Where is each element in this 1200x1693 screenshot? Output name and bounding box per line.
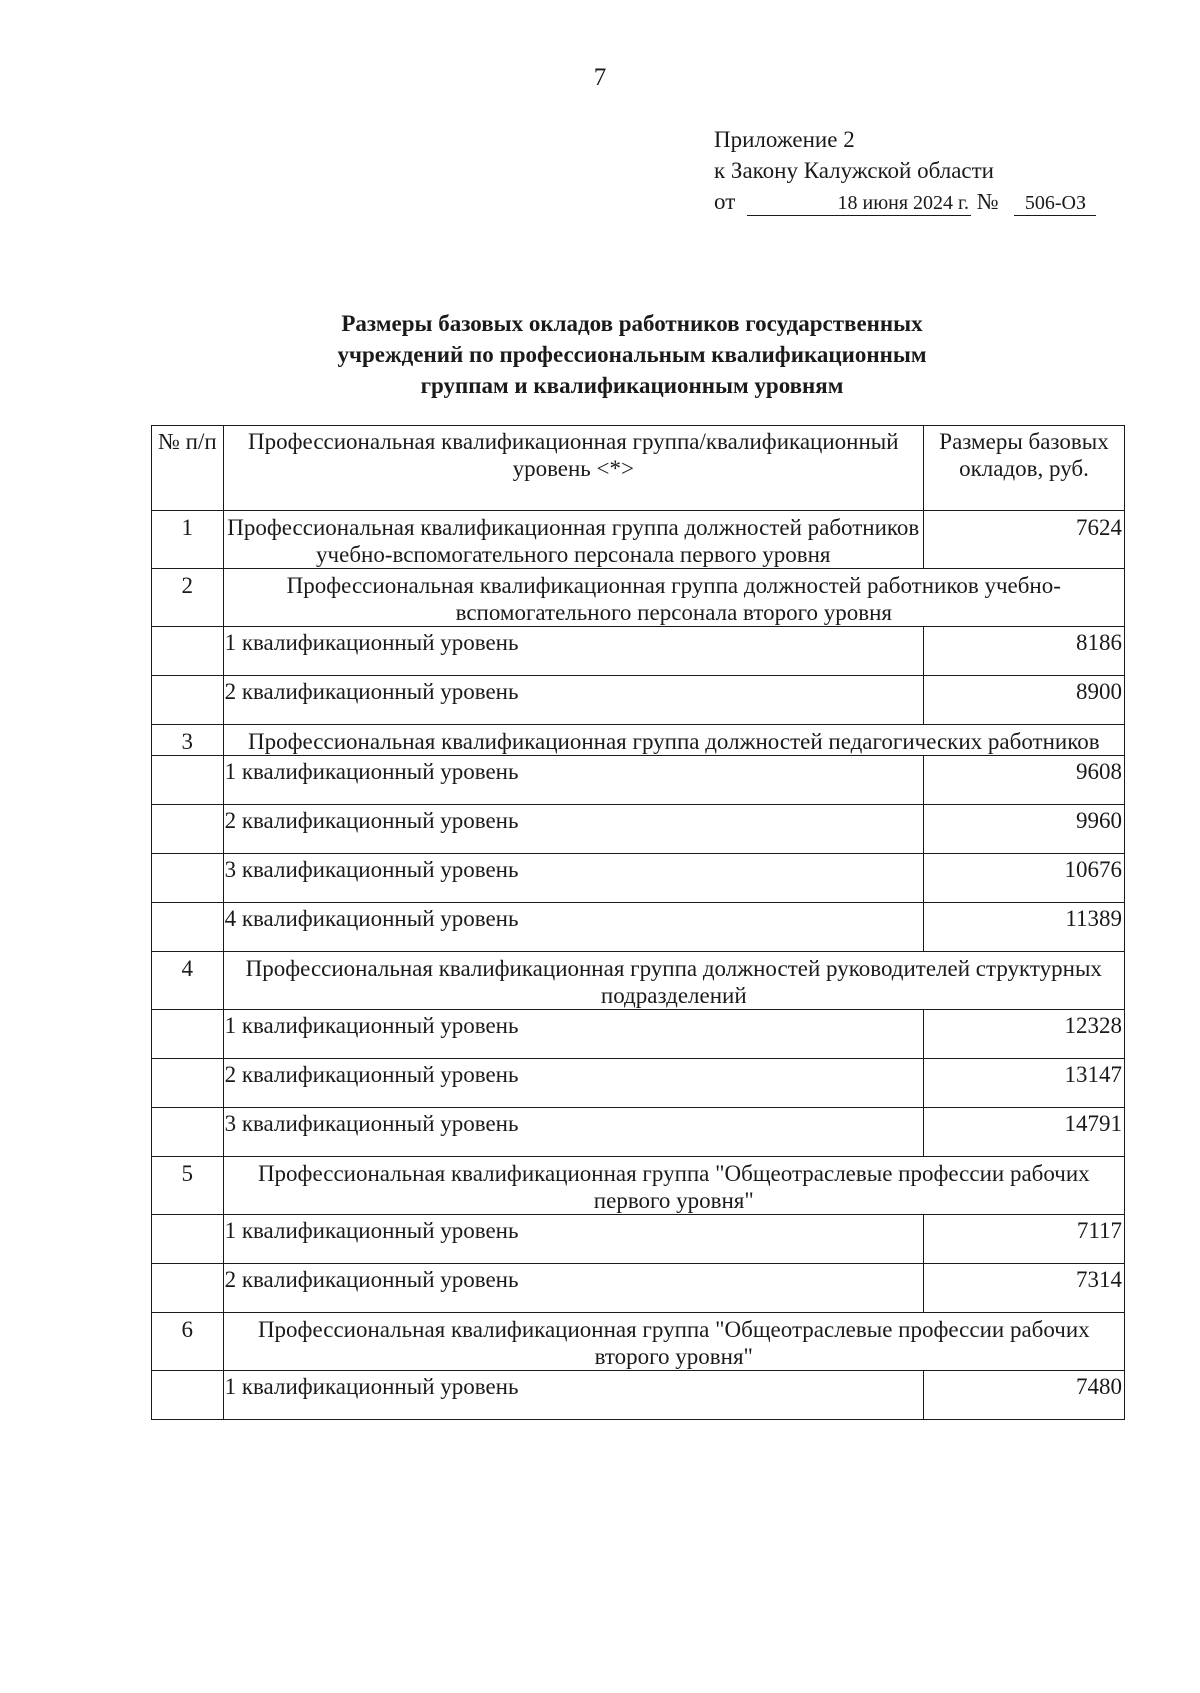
group-name: Профессиональная квалификационная группа должностей педагогических работников xyxy=(223,725,1124,756)
level-number-empty xyxy=(152,854,224,903)
level-row xyxy=(152,1371,1125,1420)
level-number-empty xyxy=(152,1264,224,1313)
document-title xyxy=(0,308,1200,401)
level-salary: 11389 xyxy=(924,903,1125,952)
level-name: 1 квалификационный уровень xyxy=(223,1371,923,1420)
table-body xyxy=(152,511,1125,1420)
level-salary: 7314 xyxy=(924,1264,1125,1313)
title-line-2: учреждений по профессиональным квалификационным xyxy=(337,342,927,367)
level-name: 1 квалификационный уровень xyxy=(223,756,923,805)
group-name: Профессиональная квалификационная группа "Общеотраслевые профессии рабочих второго уровня" xyxy=(223,1313,1124,1371)
title-line-3: группам и квалификационным уровням xyxy=(420,373,844,398)
level-salary: 9608 xyxy=(924,756,1125,805)
header-salary: Размеры базовых окладов, руб. xyxy=(924,426,1125,511)
level-name: 2 квалификационный уровень xyxy=(223,805,923,854)
level-number-empty xyxy=(152,1215,224,1264)
group-row xyxy=(152,569,1125,627)
level-number-empty xyxy=(152,756,224,805)
group-number: 2 xyxy=(152,569,224,627)
level-number-empty xyxy=(152,676,224,725)
level-name: 1 квалификационный уровень xyxy=(223,1215,923,1264)
title-line-1: Размеры базовых окладов работников государственных xyxy=(341,311,923,336)
appendix-law-reference: к Закону Калужской области xyxy=(714,158,994,183)
level-salary: 13147 xyxy=(924,1059,1125,1108)
group-number: 6 xyxy=(152,1313,224,1371)
group-number: 1 xyxy=(152,511,224,569)
level-row xyxy=(152,854,1125,903)
salary-table xyxy=(151,425,1125,1420)
level-name: 2 квалификационный уровень xyxy=(223,1059,923,1108)
level-name: 1 квалификационный уровень xyxy=(223,627,923,676)
group-name: Профессиональная квалификационная группа должностей руководителей структурных подразделений xyxy=(223,952,1124,1010)
number-label: № xyxy=(976,189,999,214)
appendix-block xyxy=(714,124,1096,217)
level-name: 2 квалификационный уровень xyxy=(223,1264,923,1313)
level-row xyxy=(152,805,1125,854)
group-number: 4 xyxy=(152,952,224,1010)
from-label: от xyxy=(714,189,736,214)
level-salary: 8186 xyxy=(924,627,1125,676)
appendix-title: Приложение 2 xyxy=(714,127,855,152)
level-name: 2 квалификационный уровень xyxy=(223,676,923,725)
level-salary: 10676 xyxy=(924,854,1125,903)
level-name: 4 квалификационный уровень xyxy=(223,903,923,952)
level-row xyxy=(152,676,1125,725)
level-number-empty xyxy=(152,903,224,952)
level-row xyxy=(152,627,1125,676)
group-name: Профессиональная квалификационная группа должностей работников учебно-вспомогательного персонала второго уровня xyxy=(223,569,1124,627)
level-number-empty xyxy=(152,1059,224,1108)
level-salary: 12328 xyxy=(924,1010,1125,1059)
level-row xyxy=(152,756,1125,805)
level-number-empty xyxy=(152,1371,224,1420)
level-salary: 7480 xyxy=(924,1371,1125,1420)
level-row xyxy=(152,1059,1125,1108)
level-salary: 7117 xyxy=(924,1215,1125,1264)
group-name: Профессиональная квалификационная группа должностей работников учебно-вспомогательного персонала первого уровня xyxy=(223,511,923,569)
level-name: 3 квалификационный уровень xyxy=(223,1108,923,1157)
level-number-empty xyxy=(152,1108,224,1157)
level-number-empty xyxy=(152,1010,224,1059)
level-row xyxy=(152,1108,1125,1157)
level-row xyxy=(152,1264,1125,1313)
group-number: 5 xyxy=(152,1157,224,1215)
level-salary: 8900 xyxy=(924,676,1125,725)
group-salary: 7624 xyxy=(924,511,1125,569)
header-num: № п/п xyxy=(152,426,224,511)
group-name: Профессиональная квалификационная группа "Общеотраслевые профессии рабочих первого уровня" xyxy=(223,1157,1124,1215)
law-number: 506-ОЗ xyxy=(1014,191,1096,216)
table-header-row xyxy=(152,426,1125,511)
level-salary: 14791 xyxy=(924,1108,1125,1157)
level-name: 3 квалификационный уровень xyxy=(223,854,923,903)
group-number: 3 xyxy=(152,725,224,756)
level-row xyxy=(152,1215,1125,1264)
header-group: Профессиональная квалификационная группа/квалификационный уровень <*> xyxy=(223,426,923,511)
group-row xyxy=(152,1157,1125,1215)
level-name: 1 квалификационный уровень xyxy=(223,1010,923,1059)
appendix-date-line xyxy=(714,186,1096,217)
group-row xyxy=(152,952,1125,1010)
level-row xyxy=(152,903,1125,952)
level-row xyxy=(152,1010,1125,1059)
level-number-empty xyxy=(152,627,224,676)
level-salary: 9960 xyxy=(924,805,1125,854)
page-number: 7 xyxy=(593,64,607,91)
group-row xyxy=(152,725,1125,756)
group-row xyxy=(152,1313,1125,1371)
law-date: 18 июня 2024 г. xyxy=(747,191,971,216)
group-row xyxy=(152,511,1125,569)
level-number-empty xyxy=(152,805,224,854)
